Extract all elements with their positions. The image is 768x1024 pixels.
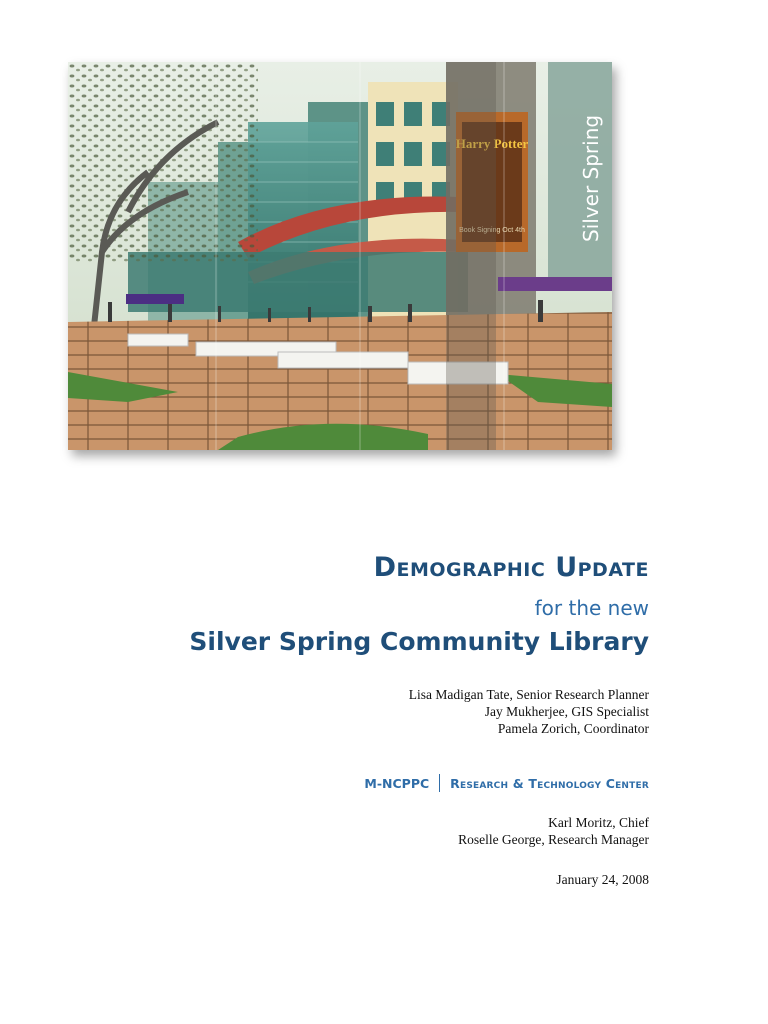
author-list xyxy=(409,686,649,737)
staff-list xyxy=(458,814,649,848)
library-name: Silver Spring Community Library xyxy=(189,627,649,656)
report-subtitle: for the new xyxy=(534,596,649,620)
organization-center: Research & Technology Center xyxy=(450,775,649,791)
organization-line xyxy=(364,774,649,792)
author-line: Jay Mukherjee, GIS Specialist xyxy=(484,704,649,719)
author-line: Lisa Madigan Tate, Senior Research Planner xyxy=(408,687,649,702)
banner-text: Silver Spring xyxy=(579,114,603,242)
poster-caption: Book Signing Oct 4th xyxy=(459,227,525,234)
author-line: Pamela Zorich, Coordinator xyxy=(497,721,649,736)
staff-line: Roselle George, Research Manager xyxy=(458,832,649,847)
staff-line: Karl Moritz, Chief xyxy=(548,815,649,830)
poster-title: Harry Potter xyxy=(455,136,529,151)
report-title-main: Demographic Update xyxy=(373,552,649,583)
report-date: January 24, 2008 xyxy=(556,872,649,887)
organization-divider xyxy=(439,774,440,792)
organization-name: M-NCPPC xyxy=(364,775,430,791)
report-title xyxy=(374,548,649,588)
cover-rendering-image xyxy=(68,62,612,450)
